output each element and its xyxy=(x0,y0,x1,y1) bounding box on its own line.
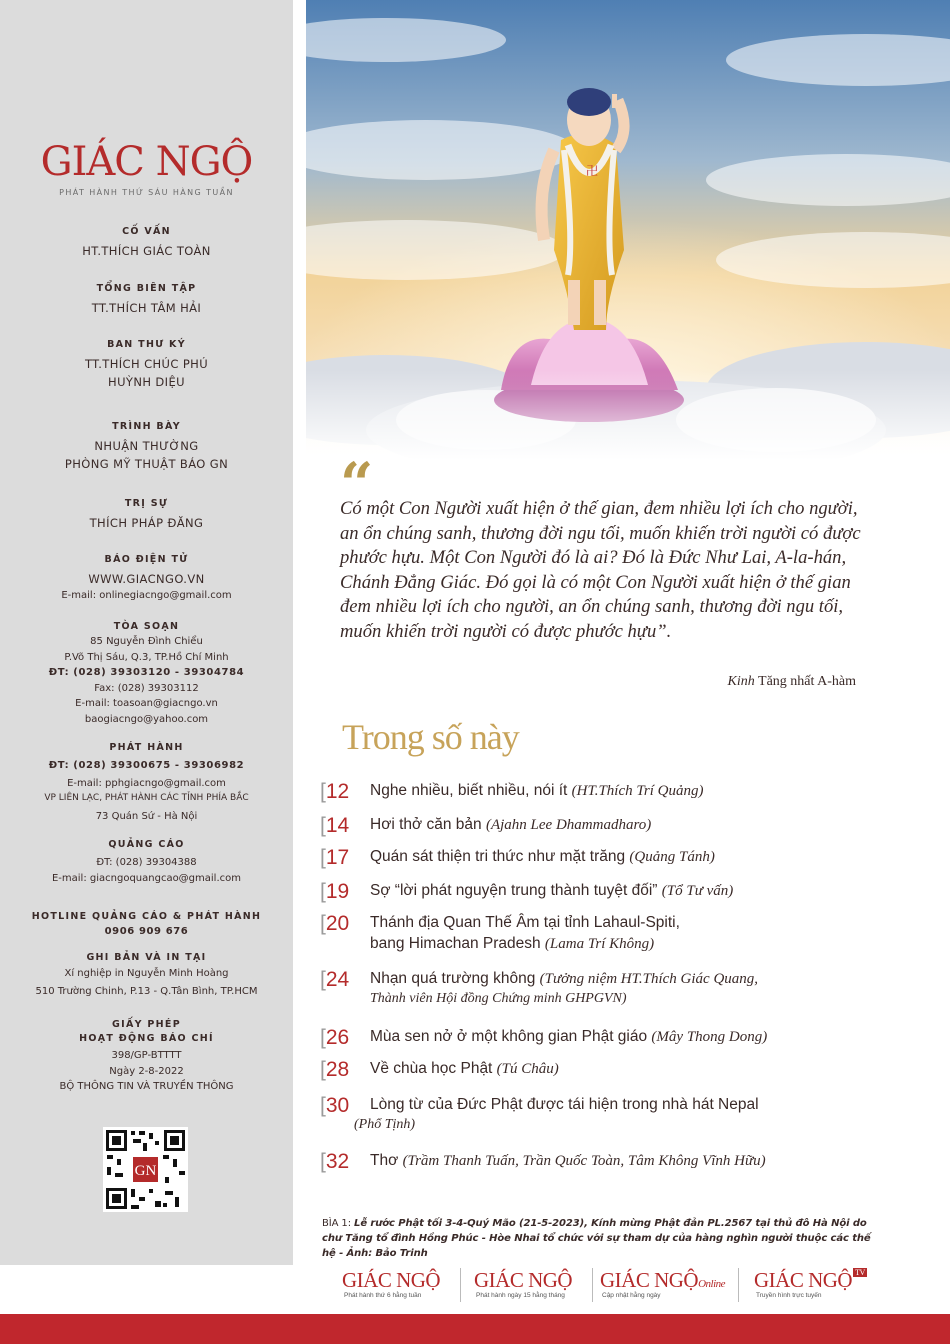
section-bao-dien-tu xyxy=(0,553,293,604)
section-hotline xyxy=(0,910,293,940)
toc-page-number: [17 xyxy=(320,846,350,869)
phone-line: ĐT: (028) 39300675 - 39306982 xyxy=(48,760,245,771)
source-kinh: Kinh xyxy=(727,674,755,689)
phone-line: 0906 909 676 xyxy=(104,926,189,937)
section-tong-bien-tap xyxy=(0,282,293,317)
toc-item[interactable] xyxy=(320,814,880,836)
email-link[interactable]: E-mail: toasoan@giacngo.vn xyxy=(75,698,218,709)
toc-item[interactable] xyxy=(320,846,880,868)
quote-source xyxy=(728,674,856,690)
footer-online-suffix: Online xyxy=(698,1278,726,1290)
toc-item-title: Về chùa học Phật xyxy=(370,1060,497,1077)
phone-line: ĐT: (028) 39304388 xyxy=(96,857,197,868)
footer-logo-tv[interactable]: GIÁC NGỘ $^{TV}$ xyxy=(754,1268,865,1292)
toc-page-number: [19 xyxy=(320,880,350,903)
toc-item-title-line2: bang Himachan Pradesh xyxy=(370,935,545,952)
masthead-tagline: PHÁT HÀNH THỨ SÁU HÀNG TUẦN xyxy=(59,188,234,197)
toc-page-number: [24 xyxy=(320,968,350,991)
toc-item-author: (Quảng Tánh) xyxy=(629,849,715,865)
qr-code[interactable] xyxy=(103,1127,188,1212)
toc-item[interactable] xyxy=(320,780,880,802)
cover-caption-text: Lễ rước Phật tối 3-4-Quý Mão (21-5-2023), Kính mừng Phật đản PL.2567 tại thủ đô Hà Nội do chư Tăng tổ đình Hồng Phúc - Hòe Nhai tổ chức với sự tham dự của hàng nghìn người thuộc các thế hệ - Ảnh: Bảo Trinh xyxy=(322,1218,871,1259)
email-link[interactable]: E-mail: giacngoquangcao@gmail.com xyxy=(51,872,241,884)
toc-item-title: Quán sát thiện tri thức như mặt trăng xyxy=(370,848,630,865)
address-line: 510 Trường Chinh, P.13 - Q.Tân Bình, TP.HCM xyxy=(35,985,258,997)
toc-item-title: Sợ “lời phát nguyện trung thành tuyệt đối” xyxy=(370,882,662,899)
footer-tv-badge: TV xyxy=(855,1268,865,1277)
quote-mark: “ xyxy=(340,450,374,518)
toc-page-number: [30 xyxy=(320,1094,350,1117)
footer-sub: Cập nhật hằng ngày xyxy=(602,1292,661,1299)
section-heading: TRÌNH BÀY xyxy=(112,421,181,432)
toc-item-title: Nhạn quá trường không xyxy=(370,970,540,987)
section-heading: GIẤY PHÉP xyxy=(112,1019,181,1030)
section-giay-phep xyxy=(0,1018,293,1095)
section-value: TT.THÍCH CHÚC PHÚ xyxy=(84,357,209,371)
toc-item-title: Lòng từ của Đức Phật được tái hiện trong nhà hát Nepal xyxy=(370,1096,759,1113)
cover-photo xyxy=(306,0,950,460)
footer-divider xyxy=(738,1268,739,1302)
section-quang-cao xyxy=(0,838,293,886)
toc-item-title: Mùa sen nở ở một không gian Phật giáo xyxy=(370,1028,652,1045)
section-heading: BAN THƯ KÝ xyxy=(107,339,186,350)
cover-caption xyxy=(322,1216,882,1261)
toc-item-author: (Trầm Thanh Tuấn, Trần Quốc Toàn, Tâm Không Vĩnh Hữu) xyxy=(402,1153,766,1169)
address-line: 73 Quán Sứ - Hà Nội xyxy=(95,810,198,822)
license-line: 398/GP-BTTTT xyxy=(111,1050,182,1061)
source-name: Tăng nhất A-hàm xyxy=(754,674,856,689)
section-co-van xyxy=(0,225,293,260)
svg-text:卍: 卍 xyxy=(586,164,599,178)
footer-logo-online[interactable]: GIÁC NGỘOnline xyxy=(600,1268,726,1292)
masthead-logo: GIÁC NGỘ xyxy=(40,139,253,185)
section-heading: GHI BẢN VÀ IN TẠI xyxy=(86,952,207,963)
section-value: TT.THÍCH TÂM HẢI xyxy=(91,301,202,315)
toc-page-number: [12 xyxy=(320,780,350,803)
section-in-tai xyxy=(0,951,293,999)
printer-line: Xí nghiệp in Nguyễn Minh Hoàng xyxy=(64,968,229,979)
toc-title: Trong số này xyxy=(342,717,519,757)
license-line: BỘ THÔNG TIN VÀ TRUYỀN THÔNG xyxy=(59,1081,234,1092)
office-line: VP LIÊN LẠC, PHÁT HÀNH CÁC TỈNH PHÍA BẮC xyxy=(44,793,249,803)
toc-page-number: [28 xyxy=(320,1058,350,1081)
footer-sub: Phát hành thứ 6 hằng tuần xyxy=(344,1292,422,1299)
section-heading: HOẠT ĐỘNG BÁO CHÍ xyxy=(79,1033,214,1044)
section-heading: CỐ VẤN xyxy=(122,226,171,237)
toc-item-author: (Lama Trí Không) xyxy=(544,936,655,952)
toc-item-author: (Tưởng niệm HT.Thích Giác Quang, xyxy=(539,971,759,987)
toc-item-title: Nghe nhiều, biết nhiều, nói ít xyxy=(370,782,572,799)
address-line: 85 Nguyễn Đình Chiểu xyxy=(90,636,203,647)
toc-item-title: Thơ xyxy=(370,1152,403,1169)
website-link[interactable]: WWW.GIACNGO.VN xyxy=(88,572,205,586)
section-tri-su xyxy=(0,497,293,532)
section-toa-soan xyxy=(0,620,293,727)
section-value: PHÒNG MỸ THUẬT BÁO GN xyxy=(64,457,229,471)
toc-item-author: (Mây Thong Dong) xyxy=(651,1029,768,1045)
toc-item[interactable] xyxy=(320,1058,880,1080)
toc-page-number: [20 xyxy=(320,912,350,935)
section-value: HT.THÍCH GIÁC TOÀN xyxy=(82,244,211,258)
fax-line: Fax: (028) 39303112 xyxy=(94,682,199,694)
toc-item[interactable] xyxy=(320,1150,880,1172)
section-heading: TỔNG BIÊN TẬP xyxy=(96,283,197,294)
section-value: THÍCH PHÁP ĐĂNG xyxy=(89,516,204,530)
address-line: P.Võ Thị Sáu, Q.3, TP.Hồ Chí Minh xyxy=(64,651,229,663)
section-heading: PHÁT HÀNH xyxy=(109,742,184,753)
toc-item-author: (Tổ Tư vấn) xyxy=(661,883,734,899)
section-heading: TRỊ SỰ xyxy=(124,498,169,509)
cover-caption-prefix: BÌA 1: xyxy=(322,1218,355,1229)
toc-item-title: Hơi thở căn bản xyxy=(370,816,486,833)
toc-item-title: Thánh địa Quan Thế Âm tại tỉnh Lahaul-Spiti, xyxy=(370,914,680,931)
section-value: HUỲNH DIỆU xyxy=(108,375,185,389)
footer-logo-weekly[interactable]: GIÁC NGỘ xyxy=(342,1268,441,1292)
qr-center-label: GN xyxy=(134,1163,157,1179)
footer-sub: Phát hành ngày 15 hằng tháng xyxy=(476,1292,565,1299)
toc-item[interactable] xyxy=(320,1026,880,1048)
footer-red-bar xyxy=(0,1314,950,1344)
section-heading: QUẢNG CÁO xyxy=(108,839,185,850)
toc-page-number: [26 xyxy=(320,1026,350,1049)
section-phat-hanh xyxy=(0,741,293,824)
toc-item-author: (HT.Thích Trí Quảng) xyxy=(571,783,704,799)
footer-logo-monthly[interactable]: GIÁC NGỘ xyxy=(474,1268,573,1292)
footer-divider xyxy=(592,1268,593,1302)
section-value: NHUẬN THƯỜNG xyxy=(94,439,199,453)
toc-page-number: [32 xyxy=(320,1150,350,1173)
toc-item-author-line2: Thành viên Hội đồng Chứng minh GHPGVN) xyxy=(370,991,627,1006)
license-line: Ngày 2-8-2022 xyxy=(109,1065,184,1077)
section-heading: HOTLINE QUẢNG CÁO & PHÁT HÀNH xyxy=(31,911,262,922)
footer-divider xyxy=(460,1268,461,1302)
phone-line: ĐT: (028) 39303120 - 39304784 xyxy=(48,667,245,678)
email-link[interactable]: E-mail: pphgiacngo@gmail.com xyxy=(67,777,226,789)
email-link[interactable]: E-mail: onlinegiacngo@gmail.com xyxy=(61,590,232,601)
email-link[interactable]: baogiacngo@yahoo.com xyxy=(84,713,209,725)
section-heading: TÒA SOẠN xyxy=(113,621,180,632)
toc-item-author: (Tú Châu) xyxy=(496,1061,559,1077)
toc-item[interactable] xyxy=(320,1094,880,1134)
section-ban-thu-ky xyxy=(0,338,293,391)
toc-item[interactable] xyxy=(320,880,880,902)
toc-page-number: [14 xyxy=(320,814,350,837)
quote-text: Có một Con Người xuất hiện ở thế gian, đem nhiều lợi ích cho người, an ổn chúng sanh, thương đời ngu tối, muốn khiến trời người có được phước hựu. Một Con Người đó là ai? Đó là Đức Như Lai, A-la-hán, Chánh Đẳng Giác. Đó gọi là có một Con Người xuất hiện ở thế gian đem nhiều lợi ích cho người, an ổn chúng sanh, thương đời ngu tối, muốn khiến trời người có được phước hựu”. xyxy=(340,498,861,642)
toc-item[interactable] xyxy=(320,912,880,954)
footer-sub: Truyền hình trực tuyến xyxy=(756,1292,822,1299)
section-trinh-bay xyxy=(0,420,293,473)
section-heading: BÁO ĐIỆN TỬ xyxy=(104,554,189,565)
toc-item-author: (Phổ Tịnh) xyxy=(354,1117,416,1132)
toc-item[interactable] xyxy=(320,968,880,1008)
toc-item-author: (Ajahn Lee Dhammadharo) xyxy=(485,817,652,833)
